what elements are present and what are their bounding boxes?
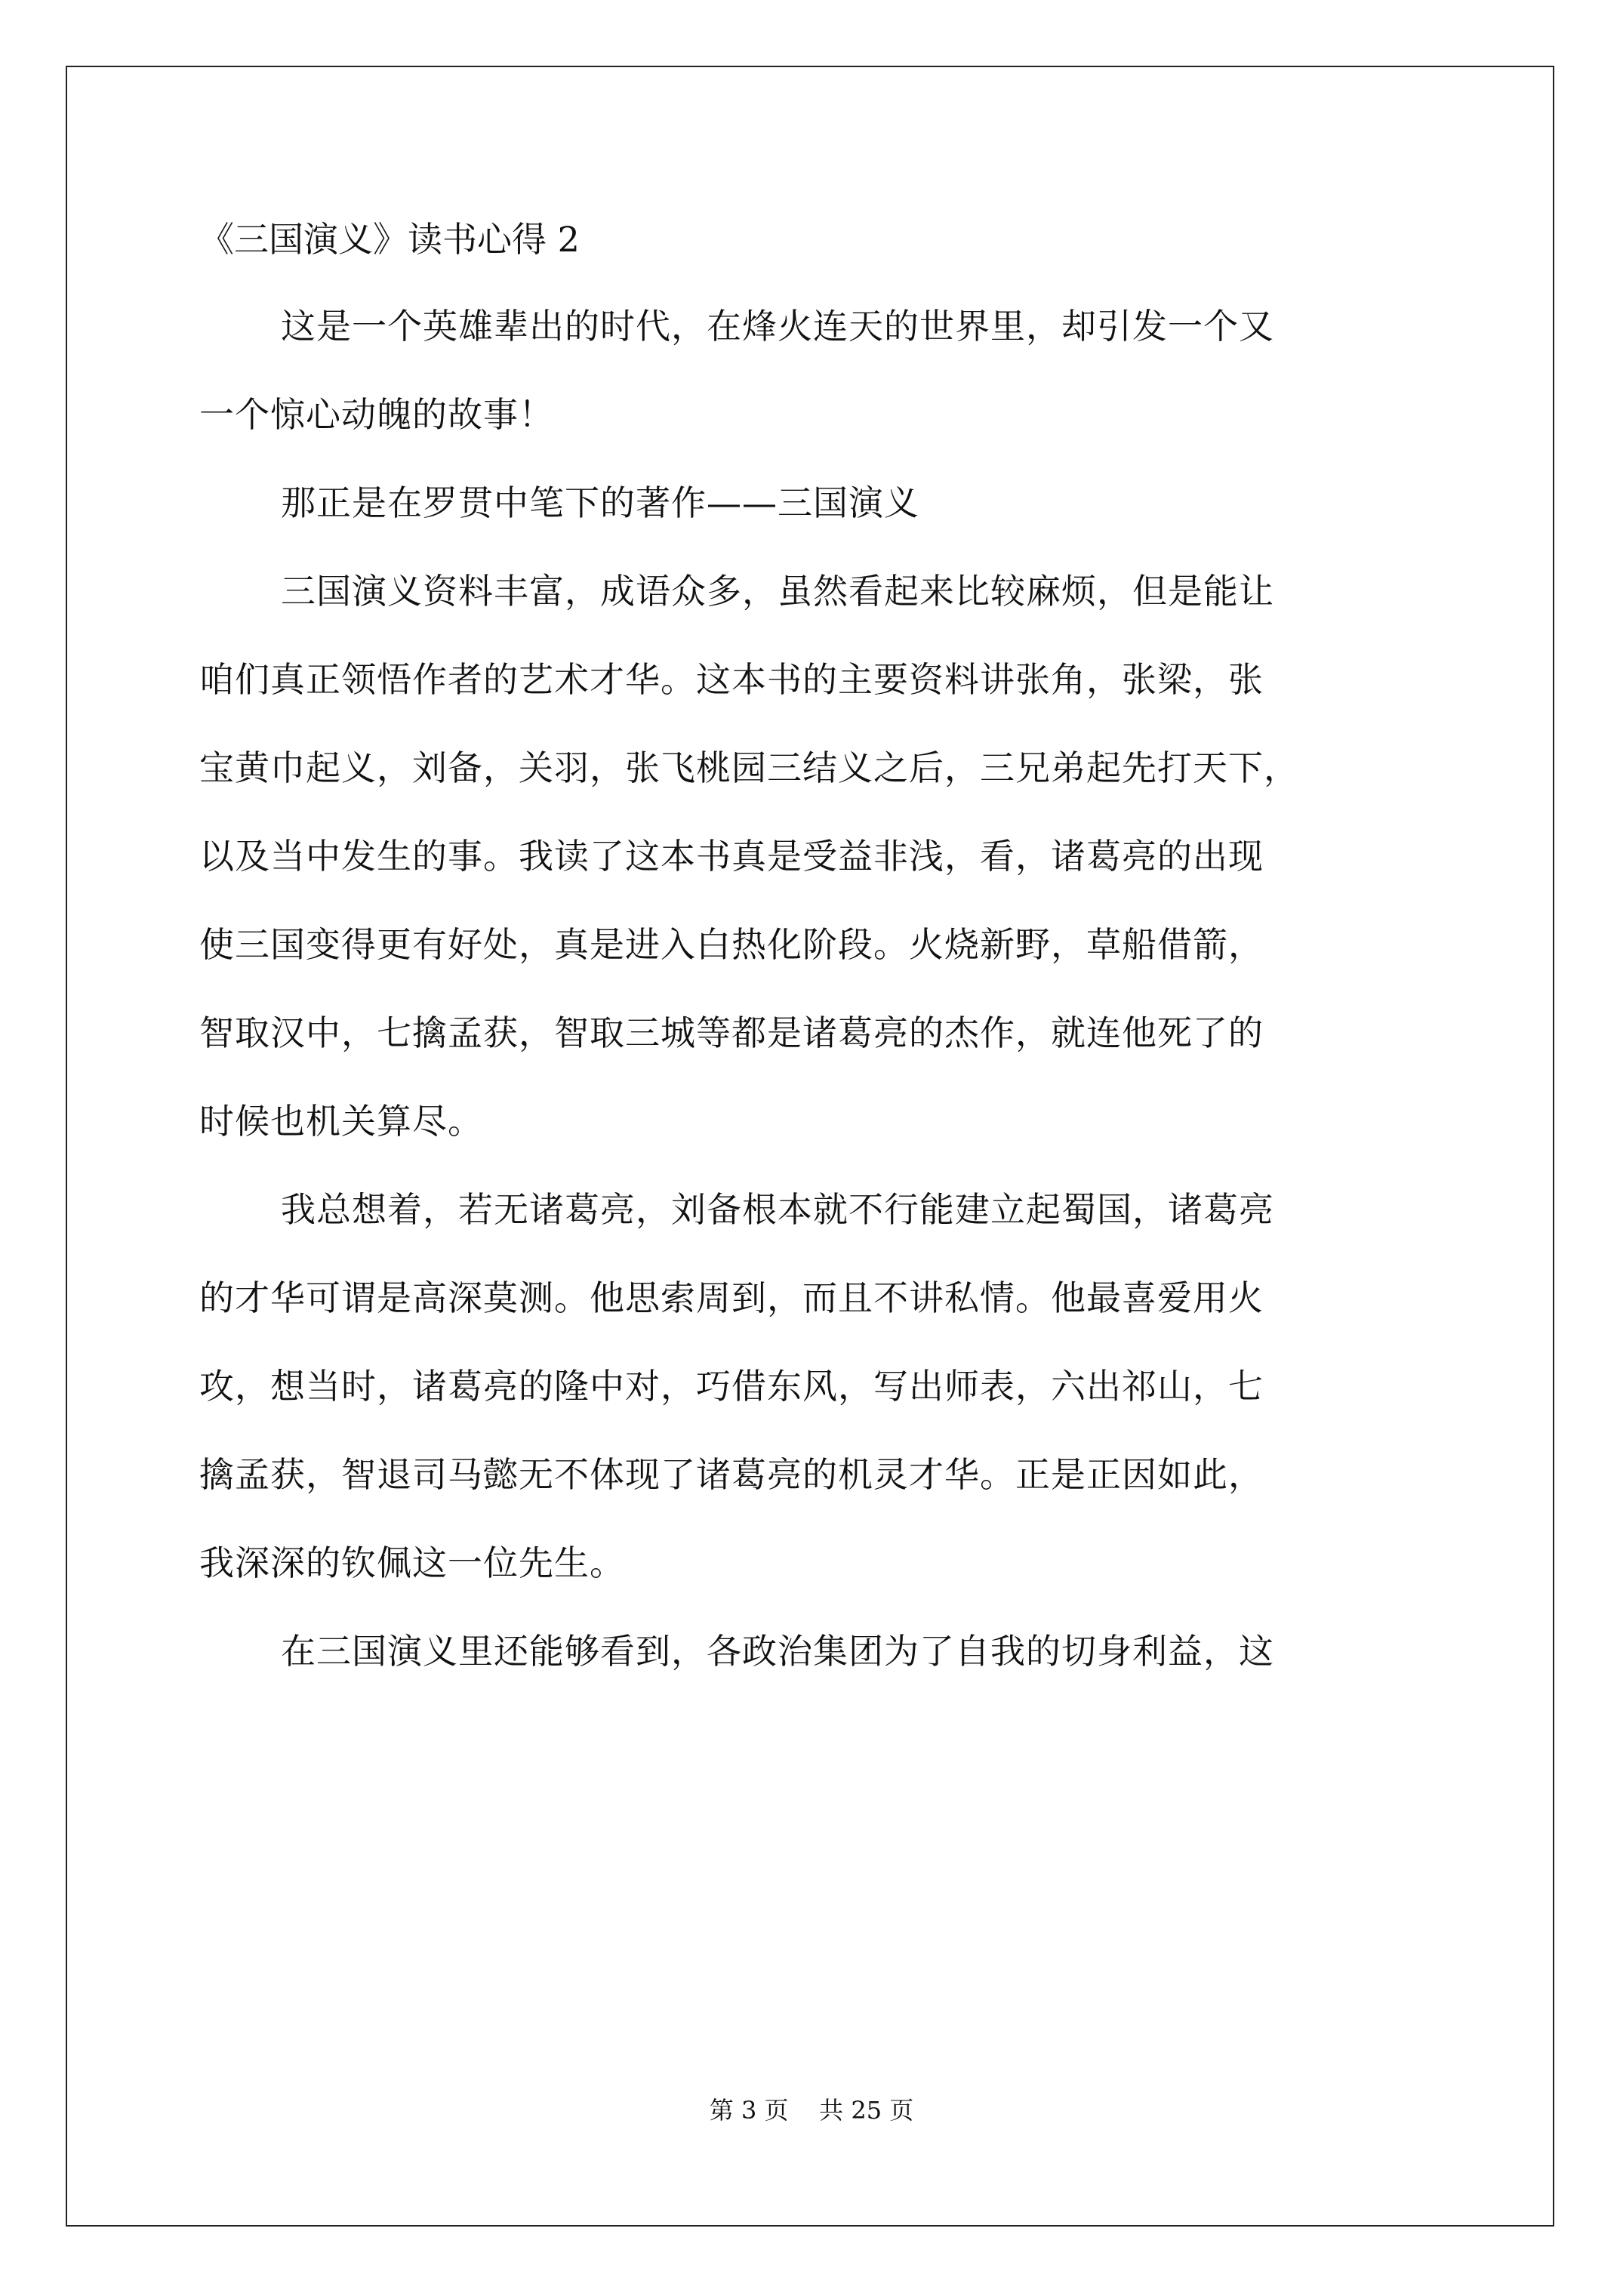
paragraph-line: 擒孟获，智退司马懿无不体现了诸葛亮的机灵才华。正是正因如此， — [199, 1454, 1264, 1495]
paragraph-line: 智取汉中，七擒孟获，智取三城等都是诸葛亮的杰作，就连他死了的 — [199, 1012, 1264, 1053]
document-title: 《三国演义》读书心得 2 — [199, 219, 580, 260]
paragraph-3 — [199, 547, 1427, 1166]
paragraph-line: 在三国演义里还能够看到，各政治集团为了自我的切身利益，这 — [281, 1631, 1274, 1672]
paragraph-line: 三国演义资料丰富，成语众多，虽然看起来比较麻烦，但是能让 — [281, 571, 1274, 612]
paragraph-5 — [199, 1607, 1427, 1696]
paragraph-1 — [199, 282, 1427, 459]
paragraph-line: 我总想着，若无诸葛亮，刘备根本就不行能建立起蜀国，诸葛亮 — [281, 1189, 1274, 1230]
paragraph-line: 一个惊心动魄的故事！ — [199, 394, 554, 435]
paragraph-2 — [199, 459, 1427, 547]
document-body — [199, 219, 1427, 1696]
paragraph-line: 使三国变得更有好处，真是进入白热化阶段。火烧新野，草船借箭， — [199, 924, 1264, 965]
paragraph-line: 的才华可谓是高深莫测。他思索周到，而且不讲私情。他最喜爱用火 — [199, 1277, 1264, 1318]
paragraph-line: 这是一个英雄辈出的时代，在烽火连天的世界里，却引发一个又 — [281, 306, 1274, 347]
paragraph-line: 那正是在罗贯中笔下的著作——三国演义 — [281, 482, 919, 523]
paragraph-line: 以及当中发生的事。我读了这本书真是受益非浅，看，诸葛亮的出现 — [199, 836, 1264, 877]
paragraph-4 — [199, 1166, 1427, 1607]
paragraph-line: 攻，想当时，诸葛亮的隆中对，巧借东风，写出师表，六出祁山，七 — [199, 1366, 1264, 1407]
paragraph-line: 我深深的钦佩这一位先生。 — [199, 1542, 625, 1583]
paragraph-line: 时候也机关算尽。 — [199, 1101, 483, 1142]
page-number-footer: 第 3 页 共 25 页 — [709, 2096, 914, 2125]
paragraph-line: 宝黄巾起义，刘备，关羽，张飞桃园三结义之后，三兄弟起先打天下， — [199, 747, 1299, 788]
paragraph-line: 咱们真正领悟作者的艺术才华。这本书的主要资料讲张角，张梁，张 — [199, 659, 1264, 700]
